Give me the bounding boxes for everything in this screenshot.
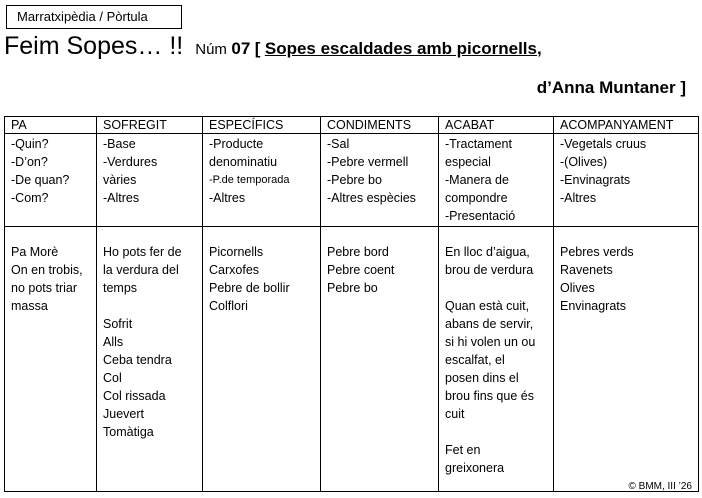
content-line: Picornells [209, 245, 264, 259]
content-line: massa [11, 299, 48, 313]
content-line: Ravenets [560, 263, 613, 277]
content-line: Alls [103, 335, 124, 349]
number-value: 07 [231, 39, 251, 58]
question-line: -Tractament [445, 137, 512, 151]
content-line: Quan està cuit, [445, 299, 530, 313]
content-line: escalfat, el [445, 353, 505, 367]
content-line: On en trobis, [11, 263, 83, 277]
content-row [5, 227, 699, 492]
column-header-especifics: ESPECÍFICS [203, 117, 321, 134]
recipe-name: Sopes escaldades amb picornells [264, 39, 537, 58]
content-line: En lloc d’aigua, [445, 245, 530, 259]
question-line: -Producte [209, 137, 264, 151]
question-line: -Vegetals cruus [560, 137, 647, 151]
content-line: Pebre bo [327, 281, 378, 295]
title-comma: , [536, 39, 542, 58]
content-line: Envinagrats [560, 299, 627, 313]
column-header-acompanyament: ACOMPANYAMENT [554, 117, 699, 134]
content-line: Olives [560, 281, 595, 295]
content-line: no pots triar [11, 281, 78, 295]
content-line: si hi volen un ou [445, 335, 536, 349]
content-line: Carxofes [209, 263, 260, 277]
question-line: -Envinagrats [560, 173, 631, 187]
question-line: especial [445, 155, 491, 169]
content-line: brou fins que és [445, 389, 534, 403]
content-line: temps [103, 281, 138, 295]
content-line: Sofrit [103, 317, 133, 331]
column-header-condiments: CONDIMENTS [321, 117, 439, 134]
content-line: Pebre de bollir [209, 281, 290, 295]
question-line: compondre [445, 191, 508, 205]
content-line: Col rissada [103, 389, 166, 403]
questions-cell-acompanyament [554, 134, 699, 227]
content-line: Pa Morè [11, 245, 59, 259]
question-line: -Sal [327, 137, 350, 151]
content-cell-condiments [321, 227, 439, 492]
question-line: -Presentació [445, 209, 516, 223]
content-line: brou de verdura [445, 263, 534, 277]
content-line: Tomàtiga [103, 425, 154, 439]
content-line: Ho pots fer de [103, 245, 182, 259]
content-cell-acompanyament [554, 227, 699, 492]
content-line: Pebres verds [560, 245, 634, 259]
question-line: vàries [103, 173, 137, 187]
content-cell-pa [5, 227, 97, 492]
content-line: greixonera [445, 461, 505, 475]
content-line: Pebre coent [327, 263, 395, 277]
content-cell-sofregit [97, 227, 203, 492]
questions-cell-especifics [203, 134, 321, 227]
question-line: -Com? [11, 191, 49, 205]
question-line: -Manera de [445, 173, 509, 187]
number-label: Núm [195, 41, 227, 58]
header-row [5, 117, 699, 134]
content-line: Fet en [445, 443, 481, 457]
questions-cell-acabat [439, 134, 554, 227]
question-line: -Pebre vermell [327, 155, 409, 169]
column-header-pa: PA [5, 117, 97, 134]
content-line: cuit [445, 407, 465, 421]
content-line: Juevert [103, 407, 144, 421]
content-line: abans de servir, [445, 317, 534, 331]
question-line: -P.de temporada [209, 174, 290, 186]
content-cell-acabat [439, 227, 554, 492]
question-line: denominatiu [209, 155, 278, 169]
questions-cell-condiments [321, 134, 439, 227]
question-line: -Altres espècies [327, 191, 416, 205]
content-line: Ceba tendra [103, 353, 172, 367]
recipe-table [4, 116, 699, 492]
question-line: -(Olives) [560, 155, 608, 169]
question-line: -Base [103, 137, 136, 151]
content-line: Colflori [209, 299, 248, 313]
content-cell-especifics [203, 227, 321, 492]
title-main: Feim Sopes… !! [4, 32, 184, 60]
content-line: la verdura del [103, 263, 179, 277]
question-line: -Verdures [103, 155, 158, 169]
author-line: d’Anna Muntaner ] [536, 78, 686, 97]
column-header-sofregit: SOFREGIT [97, 117, 203, 134]
questions-cell-sofregit [97, 134, 203, 227]
bracket-open: [ [254, 39, 261, 58]
question-line: -Altres [103, 191, 140, 205]
page-title [4, 32, 542, 61]
question-line: -D’on? [11, 155, 48, 169]
content-line: Col [103, 371, 122, 385]
content-line: posen dins el [445, 371, 519, 385]
column-header-acabat: ACABAT [439, 117, 554, 134]
question-line: -Altres [209, 191, 246, 205]
questions-cell-pa [5, 134, 97, 227]
question-line: -Quin? [11, 137, 49, 151]
question-line: -Pebre bo [327, 173, 382, 187]
content-line: Pebre bord [327, 245, 389, 259]
question-line: -De quan? [11, 173, 70, 187]
questions-row [5, 134, 699, 227]
question-line: -Altres [560, 191, 597, 205]
copyright-notice: © BMM, III ’26 [628, 481, 692, 492]
breadcrumb: Marratxipèdia / Pòrtula [6, 5, 182, 29]
